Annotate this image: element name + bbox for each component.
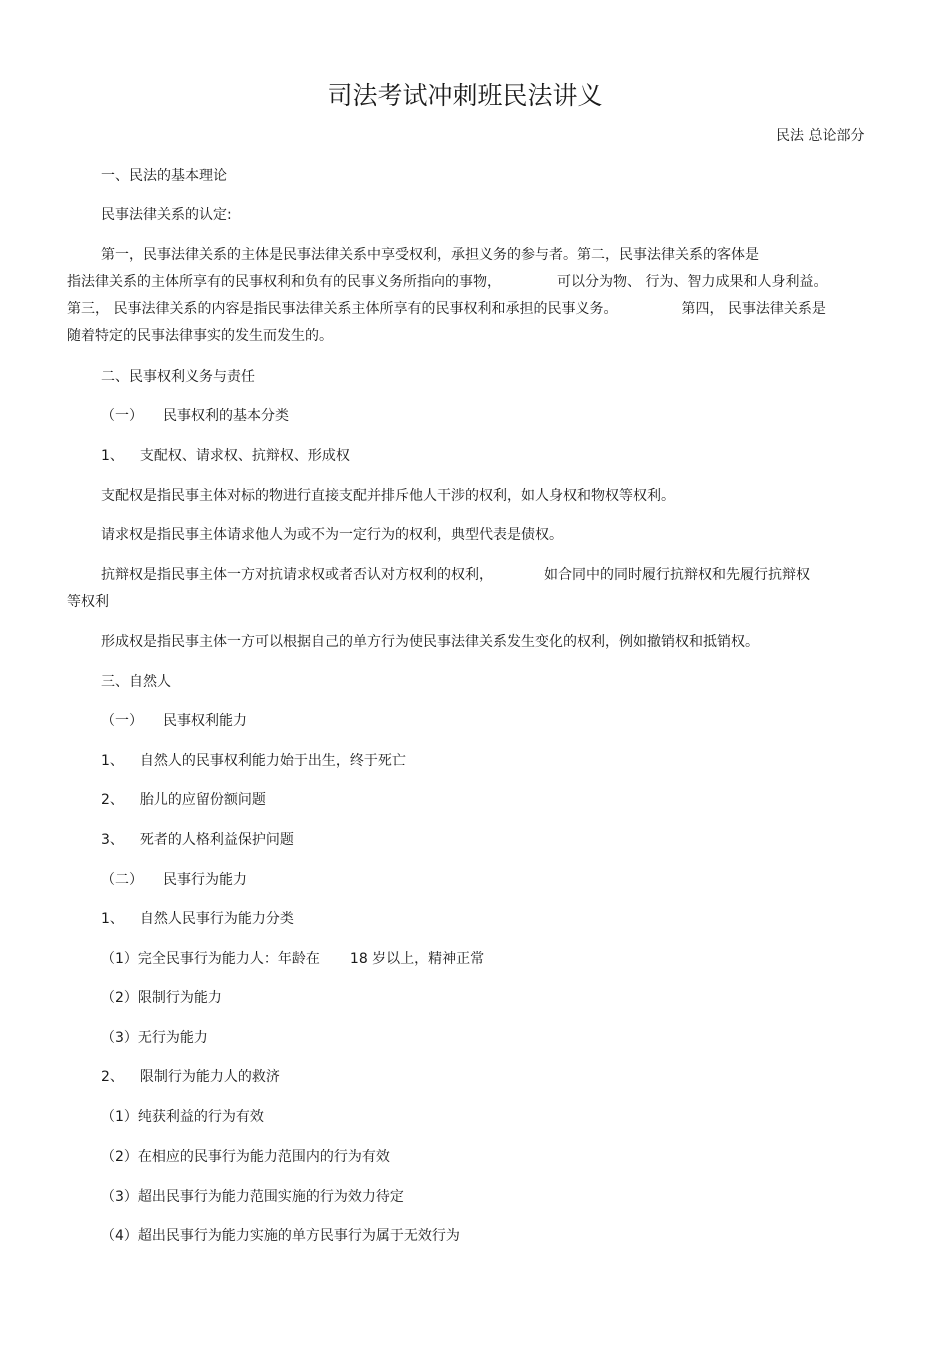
definition-defense-cont: 等权利 — [67, 594, 109, 610]
section-heading-3: 三、自然人 — [101, 674, 171, 690]
paragraph-fragment: 抗辩权是指民事主体一方对抗请求权或者否认对方权利的权利， — [101, 567, 493, 583]
subsection-text: 民事权利能力 — [163, 713, 247, 729]
definition-formation: 形成权是指民事主体一方可以根据自己的单方行为使民事法律关系发生变化的权利，例如撤销权和抵销权。 — [101, 634, 759, 650]
list-number: 3、 — [101, 832, 124, 848]
paragraph-line: 第一，民事法律关系的主体是民事法律关系中享受权利，承担义务的参与者。第二，民事法律关系的客体是 — [101, 247, 759, 263]
list-number: 1、 — [101, 448, 124, 464]
paragraph-fragment: 第四， 民事法律关系是 — [681, 301, 826, 317]
list-item — [101, 909, 294, 929]
list-number: 1、 — [101, 753, 124, 769]
section-heading-2: 二、民事权利义务与责任 — [101, 369, 255, 385]
list-item — [101, 1067, 280, 1087]
paragraph-line — [67, 299, 826, 319]
subsection-text: 民事行为能力 — [163, 872, 247, 888]
subsection-heading — [101, 406, 289, 426]
list-number: 2、 — [101, 1069, 124, 1085]
sub-list-item — [101, 949, 484, 969]
document-title: 司法考试冲刺班民法讲义 — [327, 81, 603, 110]
paragraph-line: 随着特定的民事法律事实的发生而发生的。 — [67, 328, 333, 344]
list-item — [101, 830, 294, 850]
document-subtitle: 民法 总论部分 — [776, 128, 865, 144]
list-item — [101, 446, 350, 466]
list-text: 限制行为能力人的救济 — [139, 1069, 280, 1085]
subsection-heading — [101, 711, 247, 731]
definition-claim: 请求权是指民事主体请求他人为或不为一定行为的权利，典型代表是债权。 — [101, 527, 563, 543]
paragraph-fragment: （1）完全民事行为能力人：年龄在 — [101, 951, 320, 967]
list-number: 1、 — [101, 911, 124, 927]
list-text: 自然人的民事权利能力始于出生，终于死亡 — [139, 753, 406, 769]
list-text: 支配权、请求权、抗辩权、形成权 — [139, 448, 350, 464]
list-number: 2、 — [101, 792, 124, 808]
subsection-number: （二） — [101, 872, 143, 888]
sub-list-item: （3）无行为能力 — [101, 1030, 208, 1046]
subsection-number: （一） — [101, 713, 143, 729]
list-text: 自然人民事行为能力分类 — [139, 911, 294, 927]
sub-list-item: （2）在相应的民事行为能力范围内的行为有效 — [101, 1149, 390, 1165]
list-text: 胎儿的应留份额问题 — [139, 792, 266, 808]
paragraph-intro: 民事法律关系的认定: — [101, 207, 232, 223]
list-item — [101, 790, 266, 810]
paragraph-fragment: 第三， 民事法律关系的内容是指民事法律关系主体所享有的民事权利和承担的民事义务。 — [67, 301, 618, 317]
definition-defense — [101, 565, 810, 585]
sub-list-item: （1）纯获利益的行为有效 — [101, 1109, 264, 1125]
subsection-text: 民事权利的基本分类 — [163, 408, 289, 424]
paragraph-fragment: 可以分为物、 行为、智力成果和人身利益。 — [557, 274, 828, 290]
subsection-number: （一） — [101, 408, 143, 424]
definition-dominion: 支配权是指民事主体对标的物进行直接支配并排斥他人干涉的权利，如人身权和物权等权利。 — [101, 488, 675, 504]
section-heading-1: 一、民法的基本理论 — [101, 168, 227, 184]
list-item — [101, 751, 406, 771]
paragraph-fragment: 指法律关系的主体所享有的民事权利和负有的民事义务所指向的事物， — [67, 274, 501, 290]
subsection-heading — [101, 870, 247, 890]
sub-list-item: （3）超出民事行为能力范围实施的行为效力待定 — [101, 1189, 404, 1205]
list-text: 死者的人格利益保护问题 — [139, 832, 294, 848]
paragraph-line — [67, 272, 827, 292]
paragraph-fragment: 如合同中的同时履行抗辩权和先履行抗辩权 — [544, 567, 810, 583]
sub-list-item: （4）超出民事行为能力实施的单方民事行为属于无效行为 — [101, 1228, 460, 1244]
paragraph-fragment: 18 岁以上，精神正常 — [349, 951, 485, 967]
sub-list-item: （2）限制行为能力 — [101, 990, 222, 1006]
